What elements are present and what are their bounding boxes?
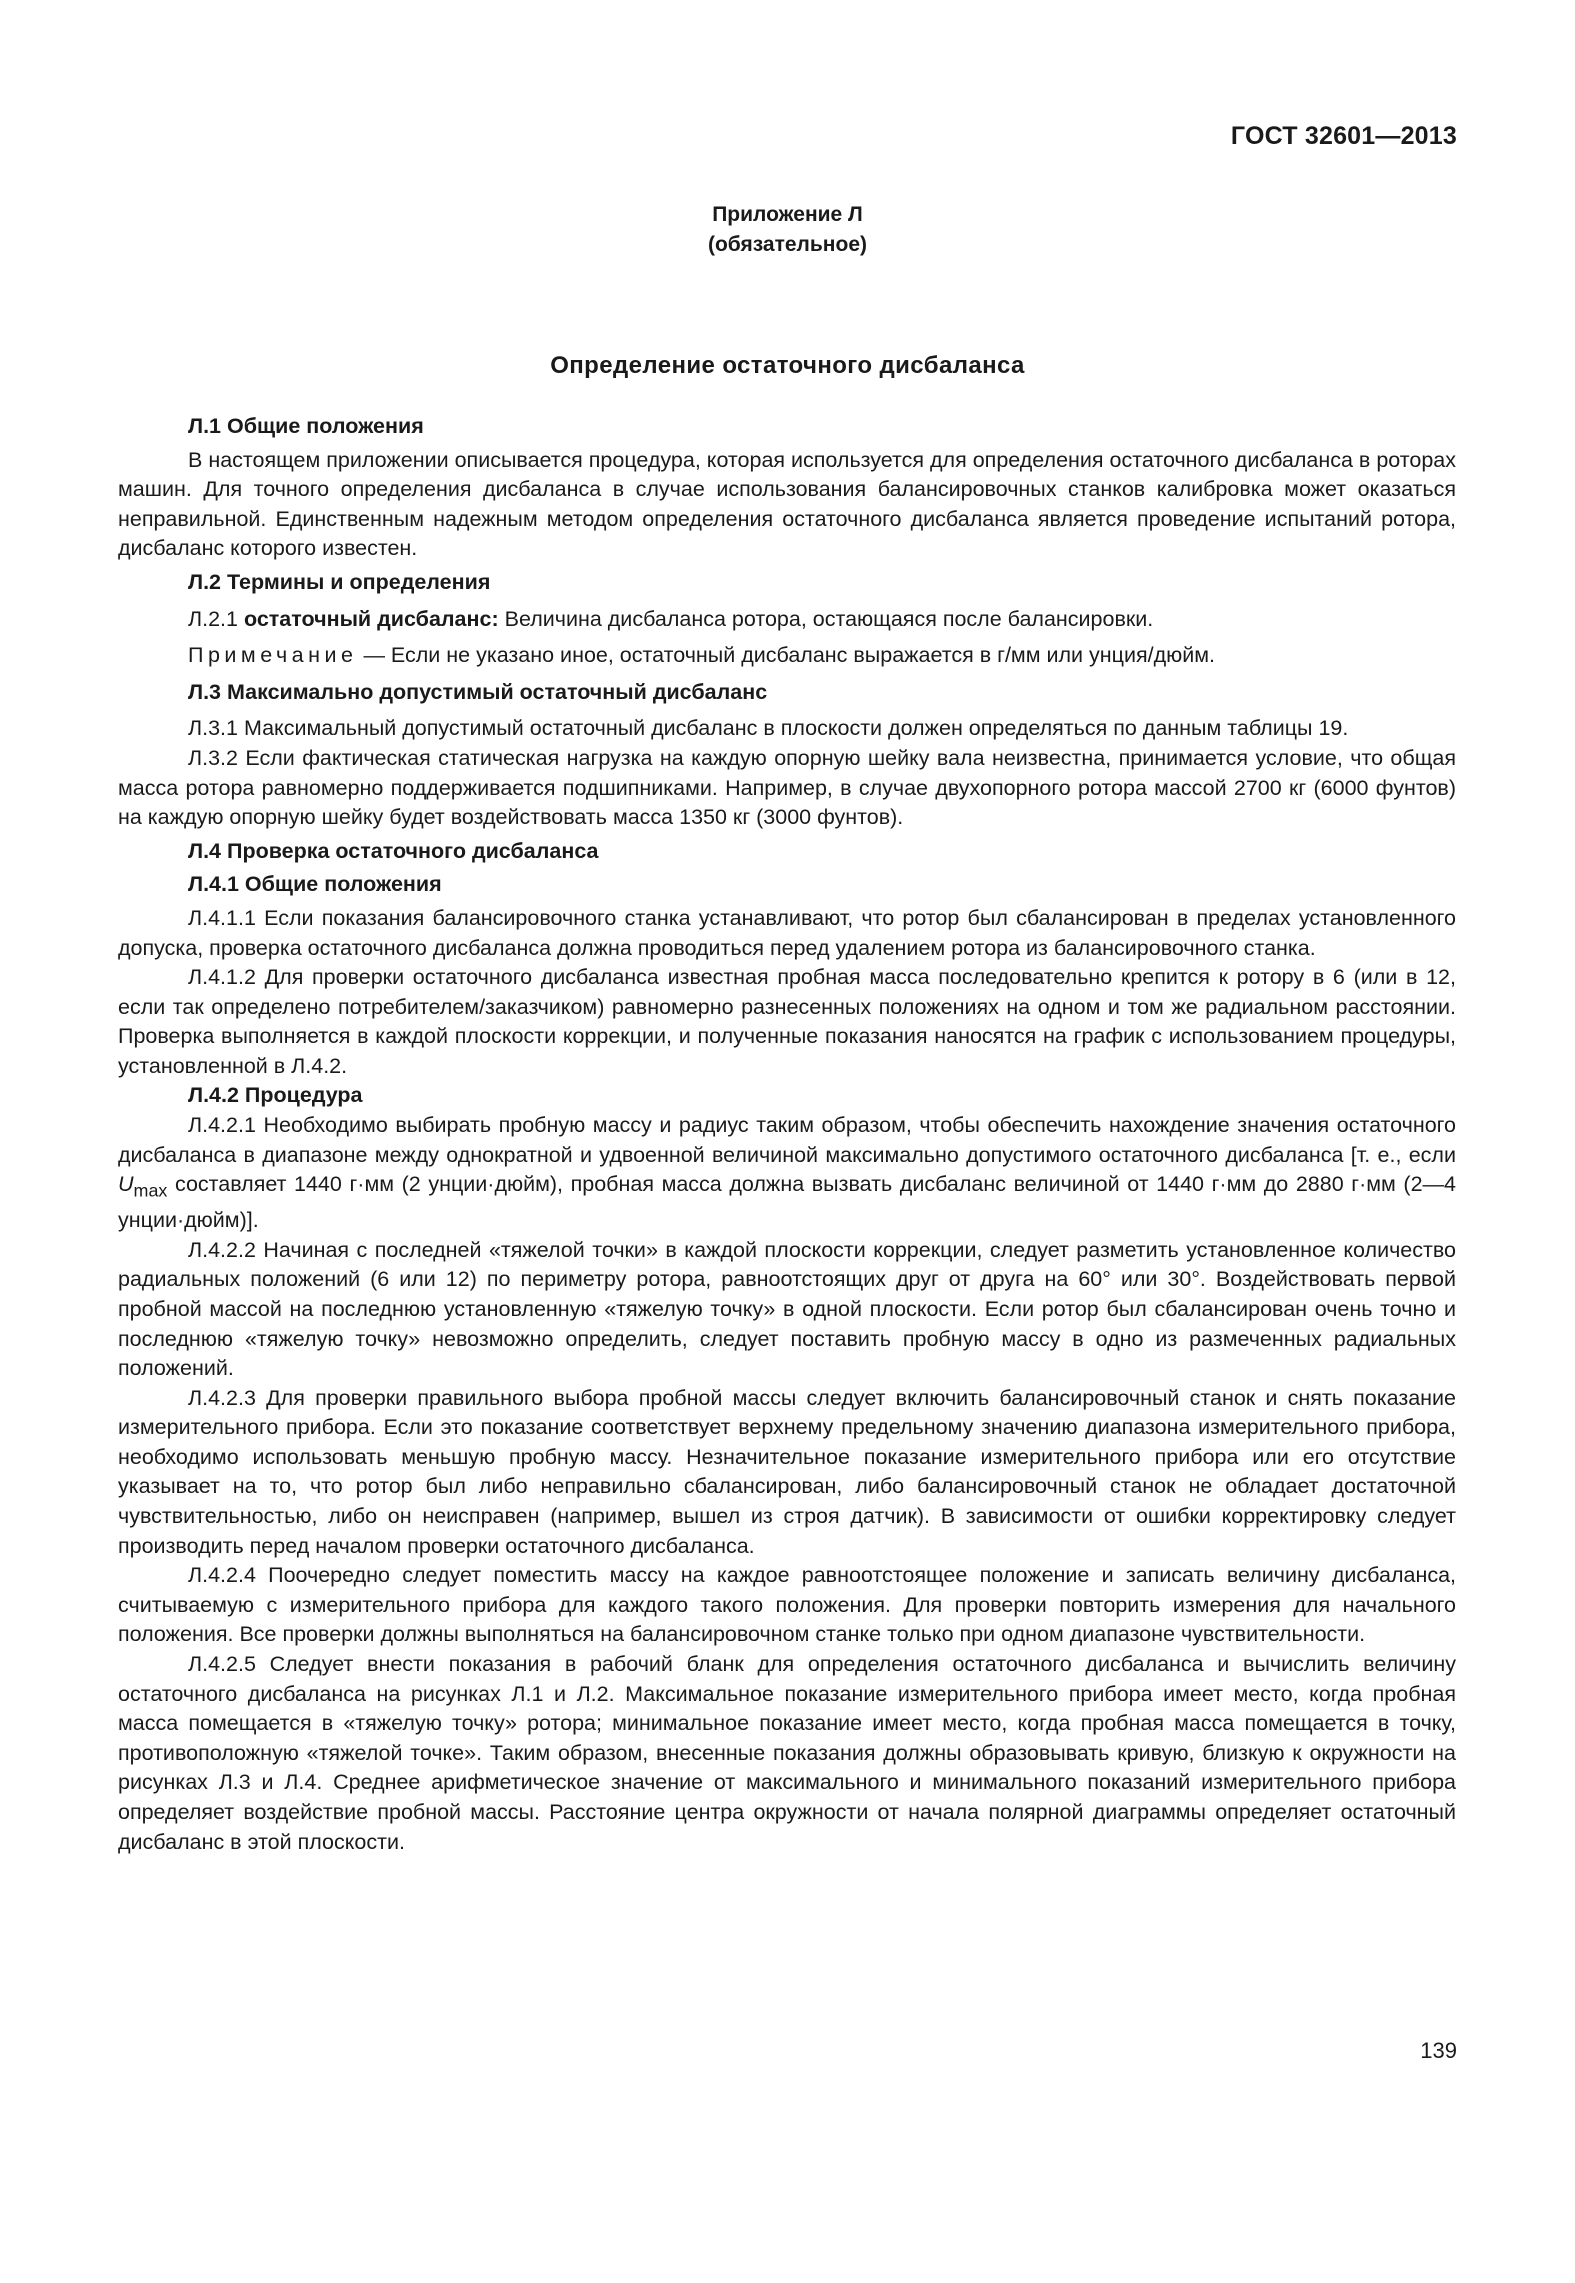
note-text: — Если не указано иное, остаточный дисбаланс выражается в г/мм или унция/дюйм. <box>363 643 1216 668</box>
annex-body <box>118 412 1456 1857</box>
paragraph-l4-2-4: Л.4.2.4 Поочередно следует поместить массу на каждое равноотстоящее положение и записать величину дисбаланса, считываемую с измерительного прибора для каждого такого положения. Для проверки повторить измерения для начального положения. Все проверки должны выполняться на балансировочном станке только при одном диапазоне чувствительности. <box>118 1563 1456 1647</box>
paragraph-l1: В настоящем приложении описывается процедура, которая используется для определения остаточного дисбаланса в роторах машин. Для точного определения дисбаланса в случае использования балансировочных станков калибровка может оказаться неправильной. Единственным надежным методом определения остаточного дисбаланса является проведение испытаний ротора, дисбаланс которого известен. <box>118 447 1456 561</box>
paragraph-l3-1: Л.3.1 Максимальный допустимый остаточный дисбаланс в плоскости должен определяться по данным таблицы 19. <box>188 716 1349 741</box>
annex-heading <box>0 200 1575 260</box>
term-text: Величина дисбаланса ротора, остающаяся после балансировки. <box>504 606 1154 631</box>
paragraph-l4-1-2: Л.4.1.2 Для проверки остаточного дисбаланса известная пробная масса последовательно крепится к ротору в 6 (или в 12, если так определено потребителем/заказчиком) равномерно разнесенных положениях на одном и том же радиальном расстоянии. Проверка выполняется в каждой плоскости коррекции, и полученные показания наносятся на график с использованием процедуры, установленной в Л.4.2. <box>118 965 1456 1078</box>
subsection-heading-l4-1: Л.4.1 Общие положения <box>188 872 442 897</box>
term-number: Л.2.1 <box>188 606 238 631</box>
standard-number: ГОСТ 32601—2013 <box>1230 122 1457 150</box>
annex-status: (обязательное) <box>707 233 867 256</box>
paragraph-l4-2-3: Л.4.2.3 Для проверки правильного выбора пробной массы следует включить балансировочный станок и снять показание измерительного прибора. Если это показание соответствует верхнему предельному значению диапазона измерительного прибора, необходимо использовать меньшую пробную массу. Незначительное показание измерительного прибора или его отсутствие указывает на то, что ротор был либо неправильно сбалансирован, либо балансировочный станок не обладает достаточной чувствительностью, либо он неисправен (например, вышел из строя датчик). В зависимости от ошибки корректировку следует производить перед началом проверки остаточного дисбаланса. <box>118 1385 1456 1558</box>
paragraph-l4-2-1-part-a: Л.4.2.1 Необходимо выбирать пробную массу и радиус таким образом, чтобы обеспечить нахождение значения остаточного дисбаланса в диапазоне между однократной и удвоенной величиной максимально допустимого остаточного дисбаланса [т. е., если <box>118 1113 1456 1167</box>
section-heading-l2: Л.2 Термины и определения <box>188 569 491 594</box>
paragraph-l4-2-5: Л.4.2.5 Следует внести показания в рабочий бланк для определения остаточного дисбаланса и вычислить величину остаточного дисбаланса на рисунках Л.1 и Л.2. Максимальное показание измерительного прибора имеет место, когда пробная масса помещается в «тяжелую точку» ротора; минимальное показание имеет место, когда пробная масса помещается в точку, противоположную «тяжелой точке». Таким образом, внесенные показания должны образовывать кривую, близкую к окружности на рисунках Л.3 и Л.4. Среднее арифметическое значение от максимального и минимального показаний измерительного прибора определяет воздействие пробной массы. Расстояние центра окружности от начала полярной диаграммы определяет остаточный дисбаланс в этой плоскости. <box>118 1652 1456 1854</box>
variable-u: U <box>118 1172 134 1197</box>
term-name: остаточный дисбаланс: <box>243 606 499 631</box>
variable-subscript: max <box>133 1180 168 1201</box>
paragraph-l3-2: Л.3.2 Если фактическая статическая нагрузка на каждую опорную шейку вала неизвестна, принимается условие, что общая масса ротора равномерно поддерживается подшипниками. Например, в случае двухопорного ротора массой 2700 кг (6000 фунтов) на каждую опорную шейку будет воздействовать масса 1350 кг (3000 фунтов). <box>118 745 1456 830</box>
section-heading-l1: Л.1 Общие положения <box>188 414 424 438</box>
subsection-heading-l4-2: Л.4.2 Процедура <box>188 1083 363 1108</box>
section-heading-l4: Л.4 Проверка остаточного дисбаланса <box>188 838 599 863</box>
annex-title: Определение остаточного дисбаланса <box>550 352 1025 379</box>
term-definition <box>118 605 1456 635</box>
section-heading-l3: Л.3 Максимально допустимый остаточный дисбаланс <box>188 679 768 704</box>
paragraph-l4-2-2: Л.4.2.2 Начиная с последней «тяжелой точки» в каждой плоскости коррекции, следует разметить установленное количество радиальных положений (6 или 12) по периметру ротора, равноотстоящих друг от друга на 60° или 30°. Воздействовать первой пробной массой на последнюю установленную «тяжелую точку» в одной плоскости. Если ротор был сбалансирован очень точно и последнюю «тяжелую точку» невозможно определить, следует поставить пробную массу в одно из размеченных радиальных положений. <box>118 1237 1456 1381</box>
annex-label: Приложение Л <box>712 203 863 226</box>
note-label: Примечание <box>188 643 358 668</box>
paragraph-l4-2-1-part-b: составляет 1440 г·мм (2 унции·дюйм), пробная масса должна вызвать дисбаланс величиной от 1440 г·мм до 2880 г·мм (2—4 унции·дюйм)]. <box>118 1172 1456 1233</box>
paragraph-l4-1-1: Л.4.1.1 Если показания балансировочного станка устанавливают, что ротор был сбалансирован в пределах установленного допуска, проверка остаточного дисбаланса должна проводиться перед удалением ротора из балансировочного станка. <box>118 905 1456 960</box>
page-number: 139 <box>1420 2038 1457 2063</box>
paragraph-l4-2-1 <box>118 1111 1456 1236</box>
note <box>118 641 1456 671</box>
